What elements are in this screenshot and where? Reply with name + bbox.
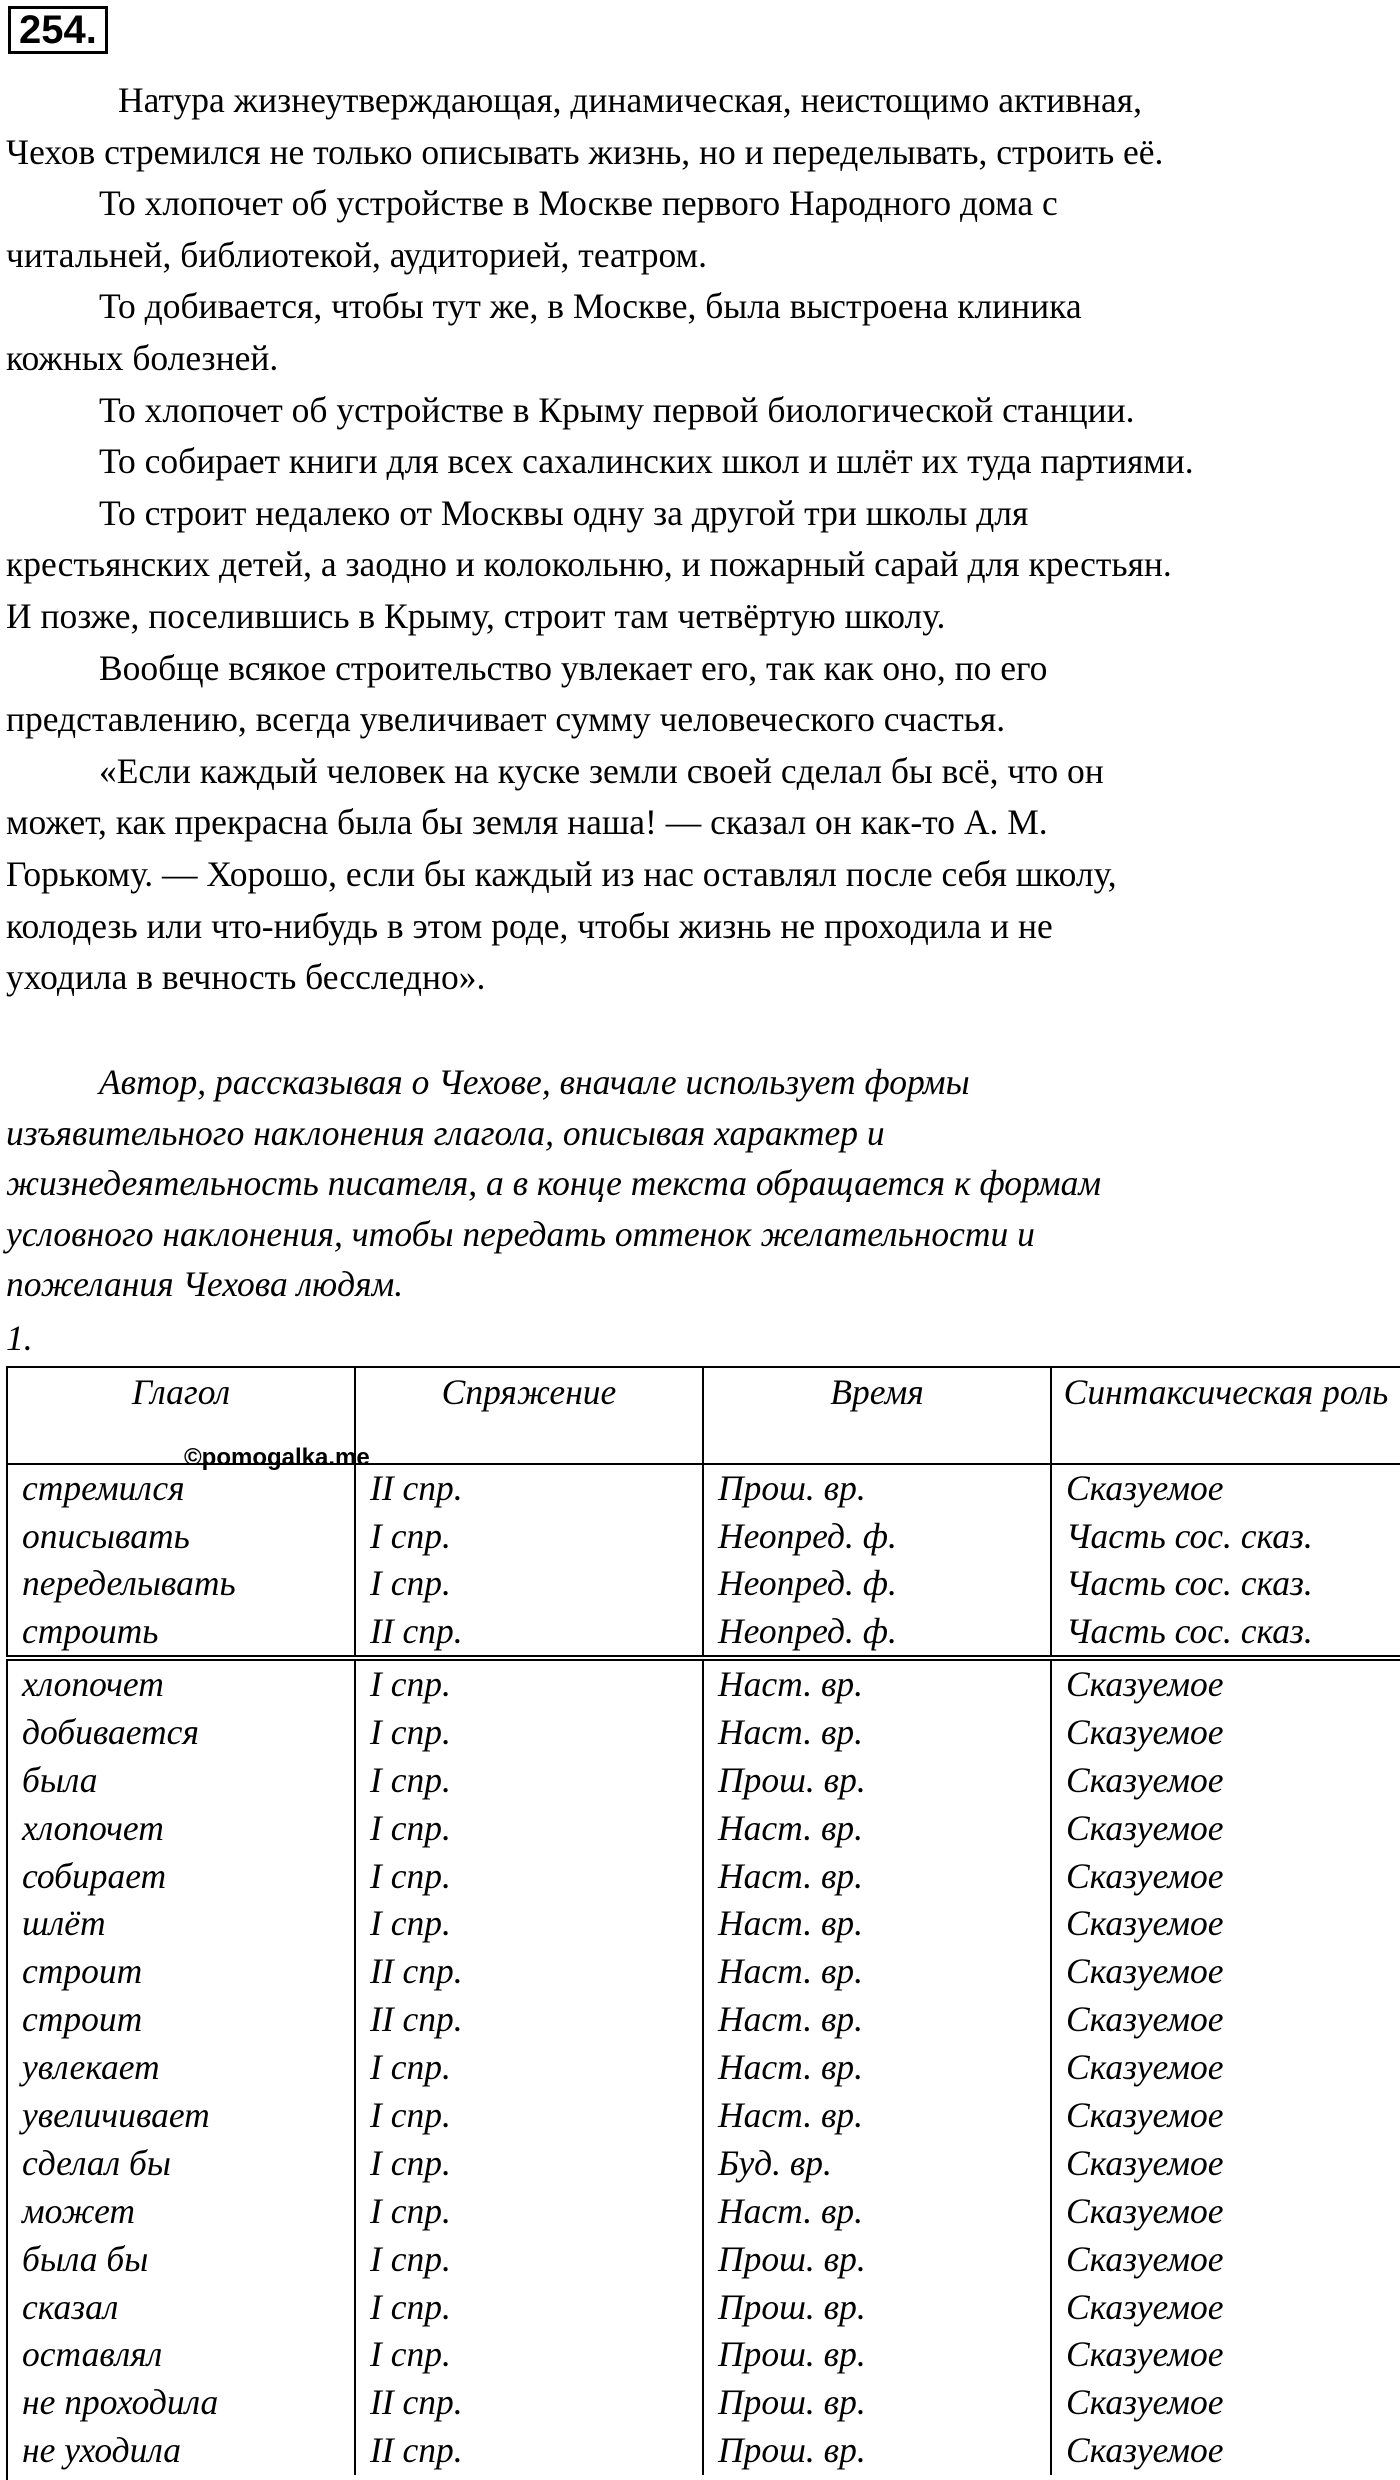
cell-tense: Неопред. ф.	[704, 1608, 1052, 1656]
cell-verb: стремился	[8, 1465, 356, 1513]
table-row	[8, 2284, 1400, 2332]
analysis-text	[6, 1057, 1396, 1310]
cell-role: Сказуемое	[1066, 1855, 1224, 1896]
cell-verb: увеличивает	[8, 2092, 356, 2140]
cell-tense: Прош. вр.	[704, 2284, 1052, 2332]
text-line: Натура жизнеутверждающая, динамическая, неистощимо активная,	[118, 80, 1143, 120]
cell-conjugation: I спр.	[356, 1709, 704, 1757]
cell-verb: была	[8, 1757, 356, 1805]
table-row	[8, 1709, 1400, 1757]
cell-role: Сказуемое	[1066, 1807, 1224, 1848]
cell-verb: не уходила	[8, 2427, 356, 2475]
cell-role: Сказуемое	[1066, 1711, 1224, 1752]
text-line: крестьянских детей, а заодно и колокольню, и пожарный сарай для крестьян.	[6, 544, 1172, 585]
cell-conjugation: I спр.	[356, 2044, 704, 2092]
cell-tense: Наст. вр.	[704, 2044, 1052, 2092]
text-line: «Если каждый человек на куске земли своей сделал бы всё, что он	[99, 750, 1104, 791]
table-body-bottom	[8, 1661, 1400, 2475]
analysis-line: пожелания Чехова людям.	[6, 1264, 404, 1304]
text-line: То добивается, чтобы тут же, в Москве, была выстроена клиника	[99, 286, 1082, 327]
text-line: То хлопочет об устройстве в Крыму первой биологической станции.	[99, 389, 1135, 430]
header-verb: Глагол	[8, 1368, 356, 1463]
cell-verb: не проходила	[8, 2379, 356, 2427]
cell-tense: Наст. вр.	[704, 1948, 1052, 1996]
table-row	[8, 2379, 1400, 2427]
table-row	[8, 1900, 1400, 1948]
cell-role: Сказуемое	[1066, 2334, 1224, 2375]
cell-conjugation: II спр.	[356, 2427, 704, 2475]
table-row	[8, 1661, 1400, 1709]
verb-table-top	[6, 1366, 1400, 1657]
cell-verb: строить	[8, 1608, 356, 1656]
cell-conjugation: I спр.	[356, 1560, 704, 1608]
cell-conjugation: II спр.	[356, 1608, 704, 1656]
cell-verb: оставлял	[8, 2331, 356, 2379]
cell-tense: Наст. вр.	[704, 1996, 1052, 2044]
cell-tense: Прош. вр.	[704, 1757, 1052, 1805]
cell-role: Сказуемое	[1066, 1951, 1224, 1992]
header-role: Синтаксическая роль	[1063, 1372, 1389, 1412]
cell-role: Сказуемое	[1066, 2382, 1224, 2423]
cell-role: Сказуемое	[1066, 2047, 1224, 2088]
cell-role: Часть сос. сказ.	[1066, 1563, 1313, 1604]
cell-conjugation: II спр.	[356, 2379, 704, 2427]
task-label: 1.	[6, 1318, 33, 1358]
table-row	[8, 2331, 1400, 2379]
cell-role: Сказуемое	[1066, 2095, 1224, 2136]
cell-tense: Наст. вр.	[704, 1900, 1052, 1948]
cell-tense: Наст. вр.	[704, 2092, 1052, 2140]
table-row	[8, 1853, 1400, 1901]
cell-conjugation: I спр.	[356, 1853, 704, 1901]
cell-conjugation: I спр.	[356, 2236, 704, 2284]
cell-conjugation: I спр.	[356, 1513, 704, 1561]
cell-conjugation: I спр.	[356, 2140, 704, 2188]
table-row	[8, 2427, 1400, 2475]
cell-verb: строит	[8, 1948, 356, 1996]
cell-role: Сказуемое	[1066, 2430, 1224, 2471]
cell-conjugation: I спр.	[356, 1661, 704, 1709]
table-row	[8, 1757, 1400, 1805]
table-row	[8, 1513, 1400, 1561]
analysis-line: жизнедеятельность писателя, а в конце текста обращается к формам	[6, 1163, 1102, 1203]
cell-verb: переделывать	[8, 1560, 356, 1608]
cell-verb: хлопочет	[8, 1661, 356, 1709]
text-line: Чехов стремился не только описывать жизнь, но и переделывать, строить её.	[6, 131, 1164, 172]
source-text	[6, 75, 1396, 1004]
cell-conjugation: II спр.	[356, 1465, 704, 1513]
cell-verb: увлекает	[8, 2044, 356, 2092]
text-line: Горькому. — Хорошо, если бы каждый из нас оставлял после себя школу,	[6, 853, 1117, 894]
table-row	[8, 1465, 1400, 1513]
cell-conjugation: I спр.	[356, 2092, 704, 2140]
table-row	[8, 1996, 1400, 2044]
cell-role: Сказуемое	[1066, 2238, 1224, 2279]
watermark: ©pomogalka.me	[184, 1444, 370, 1471]
exercise-number: 254.	[8, 6, 108, 54]
cell-conjugation: I спр.	[356, 1900, 704, 1948]
cell-verb: сказал	[8, 2284, 356, 2332]
cell-tense: Наст. вр.	[704, 1853, 1052, 1901]
cell-conjugation: II спр.	[356, 1996, 704, 2044]
cell-verb: была бы	[8, 2236, 356, 2284]
cell-role: Сказуемое	[1066, 1468, 1224, 1508]
cell-role: Часть сос. сказ.	[1066, 1610, 1313, 1651]
cell-conjugation: II спр.	[356, 1948, 704, 1996]
cell-role: Сказуемое	[1066, 2190, 1224, 2231]
text-line: То собирает книги для всех сахалинских школ и шлёт их туда партиями.	[99, 441, 1194, 482]
text-line: колодезь или что-нибудь в этом роде, чтобы жизнь не проходила и не	[6, 905, 1053, 946]
verb-table-bottom	[6, 1659, 1400, 2480]
cell-role: Сказуемое	[1066, 1999, 1224, 2040]
cell-conjugation: I спр.	[356, 2284, 704, 2332]
cell-role: Часть сос. сказ.	[1066, 1515, 1313, 1556]
cell-tense: Неопред. ф.	[704, 1560, 1052, 1608]
cell-verb: описывать	[8, 1513, 356, 1561]
text-line: кожных болезней.	[6, 337, 279, 378]
cell-conjugation: I спр.	[356, 2188, 704, 2236]
text-line: уходила в вечность бесследно».	[6, 957, 486, 998]
cell-verb: добивается	[8, 1709, 356, 1757]
cell-verb: может	[8, 2188, 356, 2236]
cell-tense: Прош. вр.	[704, 1465, 1052, 1513]
header-conjugation: Спряжение	[356, 1368, 704, 1463]
cell-tense: Наст. вр.	[704, 1709, 1052, 1757]
table-row	[8, 2188, 1400, 2236]
cell-verb: строит	[8, 1996, 356, 2044]
table-row	[8, 1608, 1400, 1656]
table-row	[8, 2236, 1400, 2284]
cell-verb: шлёт	[8, 1900, 356, 1948]
cell-role: Сказуемое	[1066, 2286, 1224, 2327]
text-line: И позже, поселившись в Крыму, строит там четвёртую школу.	[6, 595, 946, 636]
cell-tense: Прош. вр.	[704, 2379, 1052, 2427]
cell-role: Сказуемое	[1066, 1903, 1224, 1944]
text-line: То хлопочет об устройстве в Москве первого Народного дома с	[99, 183, 1058, 224]
text-line: может, как прекрасна была бы земля наша! — сказал он как-то А. М.	[6, 802, 1048, 843]
text-line: Вообще всякое строительство увлекает его, так как оно, по его	[99, 647, 1048, 688]
cell-conjugation: I спр.	[356, 2331, 704, 2379]
header-tense: Время	[704, 1368, 1052, 1463]
cell-verb: хлопочет	[8, 1805, 356, 1853]
analysis-line: Автор, рассказывая о Чехове, вначале использует формы	[99, 1062, 970, 1102]
text-line: представлению, всегда увеличивает сумму человеческого счастья.	[6, 699, 1006, 740]
cell-tense: Прош. вр.	[704, 2236, 1052, 2284]
analysis-line: изъявительного наклонения глагола, описывая характер и	[6, 1112, 885, 1153]
cell-conjugation: I спр.	[356, 1805, 704, 1853]
cell-tense: Наст. вр.	[704, 1805, 1052, 1853]
table-row	[8, 2140, 1400, 2188]
cell-tense: Наст. вр.	[704, 2188, 1052, 2236]
table-row	[8, 1948, 1400, 1996]
analysis-line: условного наклонения, чтобы передать оттенок желательности и	[6, 1213, 1035, 1254]
table-row	[8, 2044, 1400, 2092]
table-body-top	[8, 1465, 1400, 1655]
text-line: читальней, библиотекой, аудиторией, театром.	[6, 234, 707, 275]
table-row	[8, 2092, 1400, 2140]
cell-verb: собирает	[8, 1853, 356, 1901]
cell-verb: сделал бы	[8, 2140, 356, 2188]
table-row	[8, 1560, 1400, 1608]
cell-role: Сказуемое	[1066, 1759, 1224, 1800]
cell-tense: Буд. вр.	[704, 2140, 1052, 2188]
cell-tense: Прош. вр.	[704, 2427, 1052, 2475]
table-row	[8, 1805, 1400, 1853]
cell-conjugation: I спр.	[356, 1757, 704, 1805]
cell-role: Сказуемое	[1066, 2142, 1224, 2183]
cell-tense: Прош. вр.	[704, 2331, 1052, 2379]
text-line: То строит недалеко от Москвы одну за другой три школы для	[99, 492, 1029, 533]
cell-tense: Неопред. ф.	[704, 1513, 1052, 1561]
cell-tense: Наст. вр.	[704, 1661, 1052, 1709]
cell-role: Сказуемое	[1066, 1664, 1224, 1704]
